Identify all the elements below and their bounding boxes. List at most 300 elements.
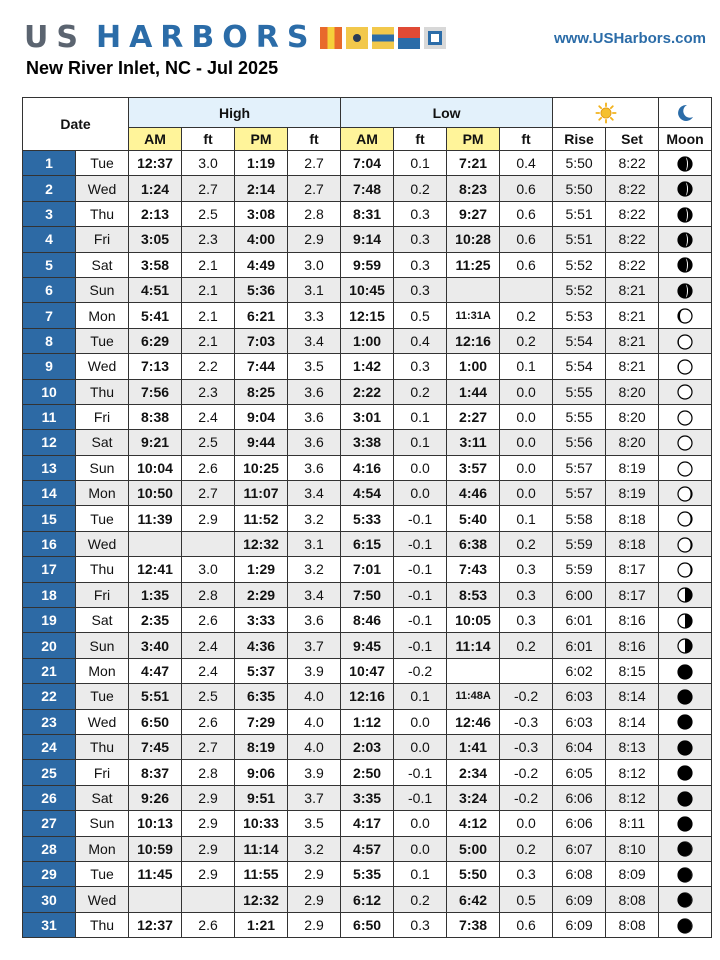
weekday: Tue — [76, 861, 129, 886]
sunset-time: 8:16 — [606, 633, 659, 658]
high-am-height: 2.3 — [182, 227, 235, 252]
moon-phase-cell — [659, 861, 712, 886]
low-am-height: -0.1 — [394, 608, 447, 633]
sunrise-time: 6:06 — [553, 811, 606, 836]
day-number: 1 — [23, 151, 76, 176]
day-number: 25 — [23, 760, 76, 785]
sunrise-time: 5:59 — [553, 557, 606, 582]
table-row — [23, 379, 712, 404]
waxing-crescent-moon-icon — [677, 283, 693, 299]
low-pm-height: 0.6 — [500, 176, 553, 201]
sunset-time: 8:14 — [606, 709, 659, 734]
high-am-time: 8:38 — [129, 404, 182, 429]
low-am-height: 0.1 — [394, 684, 447, 709]
sunrise-time: 5:56 — [553, 430, 606, 455]
high-pm-height: 3.7 — [288, 633, 341, 658]
high-pm-height: 3.4 — [288, 582, 341, 607]
moon-phase-cell — [659, 531, 712, 556]
high-pm-height: 3.6 — [288, 455, 341, 480]
waning-gibbous-moon-icon — [677, 511, 693, 527]
high-pm-time: 8:19 — [235, 734, 288, 759]
high-pm-time: 4:36 — [235, 633, 288, 658]
moon-phase-cell — [659, 455, 712, 480]
moon-phase-cell — [659, 404, 712, 429]
waning-crescent-moon-icon — [677, 689, 693, 705]
high-am-height: 2.3 — [182, 379, 235, 404]
table-row — [23, 684, 712, 709]
low-pm-time: 4:46 — [447, 481, 500, 506]
low-pm-height — [500, 658, 553, 683]
day-number: 9 — [23, 354, 76, 379]
sunset-time: 8:18 — [606, 506, 659, 531]
low-am-height: 0.4 — [394, 328, 447, 353]
low-am-time: 6:12 — [341, 887, 394, 912]
day-number: 13 — [23, 455, 76, 480]
waxing-crescent-moon-icon — [677, 207, 693, 223]
low-am-time: 6:50 — [341, 912, 394, 937]
high-am-height: 2.1 — [182, 252, 235, 277]
low-am-ft-header: ft — [394, 128, 447, 151]
high-am-time: 1:24 — [129, 176, 182, 201]
day-number: 4 — [23, 227, 76, 252]
day-number: 29 — [23, 861, 76, 886]
sunset-time: 8:15 — [606, 658, 659, 683]
high-pm-height: 2.9 — [288, 912, 341, 937]
high-pm-time: 5:36 — [235, 277, 288, 302]
day-number: 31 — [23, 912, 76, 937]
high-am-height: 2.6 — [182, 709, 235, 734]
low-pm-height: 0.6 — [500, 227, 553, 252]
waxing-crescent-thin-moon-icon — [677, 918, 693, 934]
sunrise-time: 6:06 — [553, 785, 606, 810]
low-pm-height: 0.1 — [500, 354, 553, 379]
low-am-height: -0.1 — [394, 633, 447, 658]
flag-icon — [372, 27, 394, 49]
high-pm-time: 11:14 — [235, 836, 288, 861]
low-am-height: 0.5 — [394, 303, 447, 328]
table-row — [23, 176, 712, 201]
high-am-height: 3.0 — [182, 151, 235, 176]
sunrise-time: 5:54 — [553, 354, 606, 379]
high-am-time: 10:04 — [129, 455, 182, 480]
table-row — [23, 227, 712, 252]
low-am-height: -0.1 — [394, 531, 447, 556]
low-pm-time: 11:48A — [447, 684, 500, 709]
low-am-time: 4:17 — [341, 811, 394, 836]
weekday: Sat — [76, 252, 129, 277]
high-pm-height: 3.1 — [288, 531, 341, 556]
high-am-time: 8:37 — [129, 760, 182, 785]
low-am-height: -0.1 — [394, 557, 447, 582]
high-pm-time: 9:51 — [235, 785, 288, 810]
high-am-time — [129, 887, 182, 912]
low-pm-time: 4:12 — [447, 811, 500, 836]
high-pm-time: 7:29 — [235, 709, 288, 734]
table-row — [23, 760, 712, 785]
date-header: Date — [23, 98, 129, 151]
day-number: 11 — [23, 404, 76, 429]
low-pm-time: 11:14 — [447, 633, 500, 658]
high-pm-time: 6:35 — [235, 684, 288, 709]
waxing-crescent-thin-moon-icon — [677, 841, 693, 857]
high-pm-time: 12:32 — [235, 531, 288, 556]
table-row — [23, 785, 712, 810]
low-am-time: 5:35 — [341, 861, 394, 886]
sunset-time: 8:17 — [606, 557, 659, 582]
low-am-height: -0.1 — [394, 785, 447, 810]
high-pm-height: 3.3 — [288, 303, 341, 328]
low-pm-time: 12:16 — [447, 328, 500, 353]
high-am-time: 11:39 — [129, 506, 182, 531]
high-pm-time: 11:52 — [235, 506, 288, 531]
high-am-height: 2.1 — [182, 303, 235, 328]
table-row — [23, 861, 712, 886]
low-am-header: AM — [341, 128, 394, 151]
weekday: Wed — [76, 709, 129, 734]
low-pm-time: 6:42 — [447, 887, 500, 912]
high-pm-time: 12:32 — [235, 887, 288, 912]
nautical-flags — [320, 27, 450, 49]
low-am-height: 0.0 — [394, 811, 447, 836]
site-url-link[interactable]: www.USHarbors.com — [554, 30, 706, 47]
weekday: Mon — [76, 836, 129, 861]
high-am-height: 2.4 — [182, 633, 235, 658]
moon-phase-cell — [659, 151, 712, 176]
high-pm-height: 2.9 — [288, 887, 341, 912]
low-pm-height: 0.6 — [500, 912, 553, 937]
high-am-time: 3:58 — [129, 252, 182, 277]
high-pm-height: 3.6 — [288, 430, 341, 455]
high-pm-height: 3.5 — [288, 811, 341, 836]
low-pm-height: 0.6 — [500, 201, 553, 226]
day-number: 7 — [23, 303, 76, 328]
high-am-height: 2.4 — [182, 404, 235, 429]
day-number: 30 — [23, 887, 76, 912]
page-title: New River Inlet, NC - Jul 2025 — [26, 58, 279, 78]
high-am-height: 2.9 — [182, 861, 235, 886]
day-number: 26 — [23, 785, 76, 810]
high-am-time: 7:56 — [129, 379, 182, 404]
moon-phase-cell — [659, 481, 712, 506]
weekday: Sun — [76, 811, 129, 836]
sunset-time: 8:08 — [606, 887, 659, 912]
sunset-time: 8:18 — [606, 531, 659, 556]
table-row — [23, 277, 712, 302]
flag-icon — [346, 27, 368, 49]
moon-phase-cell — [659, 633, 712, 658]
waning-gibbous-moon-icon — [677, 562, 693, 578]
sunset-time: 8:20 — [606, 404, 659, 429]
high-pm-height: 2.7 — [288, 151, 341, 176]
full-moon-icon — [677, 435, 693, 451]
high-am-height: 2.9 — [182, 811, 235, 836]
sunset-header: Set — [606, 128, 659, 151]
sunset-time: 8:20 — [606, 430, 659, 455]
high-am-time — [129, 531, 182, 556]
sunrise-header: Rise — [553, 128, 606, 151]
high-pm-time: 2:14 — [235, 176, 288, 201]
weekday: Tue — [76, 684, 129, 709]
sunrise-time: 6:01 — [553, 633, 606, 658]
weekday: Thu — [76, 201, 129, 226]
low-am-height: 0.2 — [394, 887, 447, 912]
low-am-height: 0.1 — [394, 430, 447, 455]
high-pm-height: 3.2 — [288, 836, 341, 861]
sun-icon — [595, 102, 617, 124]
low-pm-height: 0.2 — [500, 531, 553, 556]
table-row — [23, 912, 712, 937]
low-am-height: 0.3 — [394, 277, 447, 302]
logo-harbors-text: HARBORS — [95, 20, 317, 55]
high-pm-header: PM — [235, 128, 288, 151]
high-am-time: 3:40 — [129, 633, 182, 658]
high-am-height: 2.9 — [182, 836, 235, 861]
low-pm-height: 0.0 — [500, 379, 553, 404]
day-number: 15 — [23, 506, 76, 531]
low-am-time: 7:04 — [341, 151, 394, 176]
low-pm-time: 12:46 — [447, 709, 500, 734]
low-pm-height: 0.0 — [500, 404, 553, 429]
low-pm-time: 8:23 — [447, 176, 500, 201]
low-pm-time: 11:25 — [447, 252, 500, 277]
low-am-time: 4:54 — [341, 481, 394, 506]
sunset-time: 8:19 — [606, 481, 659, 506]
waning-gibbous-moon-icon — [677, 486, 693, 502]
low-am-time: 2:03 — [341, 734, 394, 759]
sunrise-time: 6:01 — [553, 608, 606, 633]
moon-phase-cell — [659, 760, 712, 785]
waxing-gibbous-moon-icon — [677, 359, 693, 375]
flag-icon — [398, 27, 420, 49]
table-row — [23, 328, 712, 353]
low-pm-time — [447, 277, 500, 302]
day-number: 17 — [23, 557, 76, 582]
moon-phase-cell — [659, 252, 712, 277]
low-am-height: -0.1 — [394, 506, 447, 531]
high-pm-height: 4.0 — [288, 734, 341, 759]
high-am-height: 2.7 — [182, 734, 235, 759]
page-header — [0, 0, 720, 96]
low-pm-height: 0.3 — [500, 608, 553, 633]
moon-phase-cell — [659, 201, 712, 226]
high-am-height: 2.6 — [182, 455, 235, 480]
low-pm-time: 1:41 — [447, 734, 500, 759]
sunrise-time: 6:03 — [553, 709, 606, 734]
high-am-time: 7:45 — [129, 734, 182, 759]
moon-phase-cell — [659, 658, 712, 683]
low-am-time: 10:47 — [341, 658, 394, 683]
day-number: 2 — [23, 176, 76, 201]
moon-phase-cell — [659, 354, 712, 379]
high-am-height — [182, 887, 235, 912]
high-am-height: 2.5 — [182, 201, 235, 226]
high-pm-height: 3.9 — [288, 760, 341, 785]
sunset-time: 8:12 — [606, 760, 659, 785]
table-row — [23, 506, 712, 531]
high-am-time: 10:50 — [129, 481, 182, 506]
weekday: Wed — [76, 354, 129, 379]
sunset-time: 8:08 — [606, 912, 659, 937]
low-pm-height: 0.0 — [500, 455, 553, 480]
low-am-time: 7:01 — [341, 557, 394, 582]
sunrise-time: 5:51 — [553, 201, 606, 226]
weekday: Tue — [76, 506, 129, 531]
low-pm-height: 0.2 — [500, 303, 553, 328]
low-am-time: 9:14 — [341, 227, 394, 252]
sunrise-time: 6:02 — [553, 658, 606, 683]
low-pm-time: 6:38 — [447, 531, 500, 556]
sunrise-time: 6:08 — [553, 861, 606, 886]
high-pm-height: 3.2 — [288, 557, 341, 582]
moon-phase-cell — [659, 709, 712, 734]
day-number: 23 — [23, 709, 76, 734]
high-am-time: 4:47 — [129, 658, 182, 683]
low-am-time: 3:35 — [341, 785, 394, 810]
waxing-crescent-moon-icon — [677, 257, 693, 273]
sunset-time: 8:21 — [606, 354, 659, 379]
low-pm-time: 2:34 — [447, 760, 500, 785]
low-am-time: 3:01 — [341, 404, 394, 429]
low-pm-time: 11:31A — [447, 303, 500, 328]
new-moon-icon — [677, 791, 693, 807]
weekday: Thu — [76, 734, 129, 759]
high-pm-height: 3.2 — [288, 506, 341, 531]
high-pm-time: 3:08 — [235, 201, 288, 226]
weekday: Fri — [76, 227, 129, 252]
high-am-height: 2.2 — [182, 354, 235, 379]
high-am-time: 5:51 — [129, 684, 182, 709]
high-am-time: 1:35 — [129, 582, 182, 607]
table-row — [23, 455, 712, 480]
low-pm-height: 0.2 — [500, 328, 553, 353]
high-am-time: 10:13 — [129, 811, 182, 836]
low-am-height: 0.3 — [394, 252, 447, 277]
ushabors-logo[interactable] — [24, 20, 450, 56]
high-am-height: 2.7 — [182, 176, 235, 201]
high-am-time: 6:50 — [129, 709, 182, 734]
waxing-crescent-moon-icon — [677, 156, 693, 172]
moon-phase-cell — [659, 608, 712, 633]
low-pm-header: PM — [447, 128, 500, 151]
day-number: 21 — [23, 658, 76, 683]
low-am-height: 0.0 — [394, 836, 447, 861]
high-pm-height: 4.0 — [288, 709, 341, 734]
waning-crescent-moon-icon — [677, 664, 693, 680]
low-am-time: 9:59 — [341, 252, 394, 277]
sunrise-time: 6:05 — [553, 760, 606, 785]
weekday: Thu — [76, 557, 129, 582]
high-pm-height: 3.1 — [288, 277, 341, 302]
high-pm-height: 3.6 — [288, 404, 341, 429]
moon-phase-cell — [659, 887, 712, 912]
low-pm-time: 9:27 — [447, 201, 500, 226]
low-am-time: 1:12 — [341, 709, 394, 734]
high-pm-height: 3.0 — [288, 252, 341, 277]
moon-phase-cell — [659, 912, 712, 937]
sunrise-time: 6:09 — [553, 912, 606, 937]
low-am-time: 8:46 — [341, 608, 394, 633]
low-pm-time: 7:38 — [447, 912, 500, 937]
low-am-time: 5:33 — [341, 506, 394, 531]
low-am-time: 12:15 — [341, 303, 394, 328]
low-am-height: 0.2 — [394, 176, 447, 201]
low-am-height: 0.0 — [394, 734, 447, 759]
sunset-time: 8:10 — [606, 836, 659, 861]
low-pm-time: 5:00 — [447, 836, 500, 861]
high-am-time: 12:41 — [129, 557, 182, 582]
sunrise-time: 6:03 — [553, 684, 606, 709]
sunset-time: 8:22 — [606, 176, 659, 201]
day-number: 22 — [23, 684, 76, 709]
high-am-ft-header: ft — [182, 128, 235, 151]
low-am-time: 4:16 — [341, 455, 394, 480]
table-row — [23, 887, 712, 912]
moon-phase-cell — [659, 379, 712, 404]
low-pm-height: -0.3 — [500, 734, 553, 759]
low-pm-time: 8:53 — [447, 582, 500, 607]
low-am-time: 4:57 — [341, 836, 394, 861]
waxing-crescent-thin-moon-icon — [677, 892, 693, 908]
high-am-time: 10:59 — [129, 836, 182, 861]
table-row — [23, 201, 712, 226]
full-moon-icon — [677, 410, 693, 426]
weekday: Tue — [76, 328, 129, 353]
high-am-time: 4:51 — [129, 277, 182, 302]
moon-phase-cell — [659, 303, 712, 328]
sunrise-time: 5:53 — [553, 303, 606, 328]
sunset-time: 8:22 — [606, 201, 659, 226]
table-row — [23, 430, 712, 455]
weekday: Wed — [76, 887, 129, 912]
high-am-time: 2:13 — [129, 201, 182, 226]
high-am-time: 2:35 — [129, 608, 182, 633]
high-am-height: 2.8 — [182, 760, 235, 785]
high-am-time: 3:05 — [129, 227, 182, 252]
low-pm-height: -0.2 — [500, 684, 553, 709]
low-pm-time: 10:28 — [447, 227, 500, 252]
high-pm-height: 3.4 — [288, 481, 341, 506]
sunrise-time: 5:57 — [553, 481, 606, 506]
low-am-height: 0.2 — [394, 379, 447, 404]
high-pm-time: 1:21 — [235, 912, 288, 937]
sunrise-time: 5:58 — [553, 506, 606, 531]
moon-phase-cell — [659, 811, 712, 836]
high-pm-time: 7:44 — [235, 354, 288, 379]
high-pm-height: 3.4 — [288, 328, 341, 353]
logo-us-text: US — [24, 20, 86, 55]
table-row — [23, 658, 712, 683]
high-pm-time: 3:33 — [235, 608, 288, 633]
high-pm-ft-header: ft — [288, 128, 341, 151]
tide-table — [22, 97, 712, 938]
day-number: 28 — [23, 836, 76, 861]
weekday: Mon — [76, 481, 129, 506]
day-number: 27 — [23, 811, 76, 836]
sunrise-time: 5:50 — [553, 151, 606, 176]
moon-phase-cell — [659, 506, 712, 531]
sunrise-time: 5:51 — [553, 227, 606, 252]
weekday: Sun — [76, 633, 129, 658]
weekday: Thu — [76, 912, 129, 937]
low-am-time: 12:16 — [341, 684, 394, 709]
low-am-height: 0.3 — [394, 201, 447, 226]
new-moon-icon — [677, 740, 693, 756]
low-pm-height: -0.2 — [500, 760, 553, 785]
moon-phase-header: Moon — [659, 128, 712, 151]
low-pm-height — [500, 277, 553, 302]
sunrise-time: 5:57 — [553, 455, 606, 480]
moon-header — [659, 98, 712, 128]
